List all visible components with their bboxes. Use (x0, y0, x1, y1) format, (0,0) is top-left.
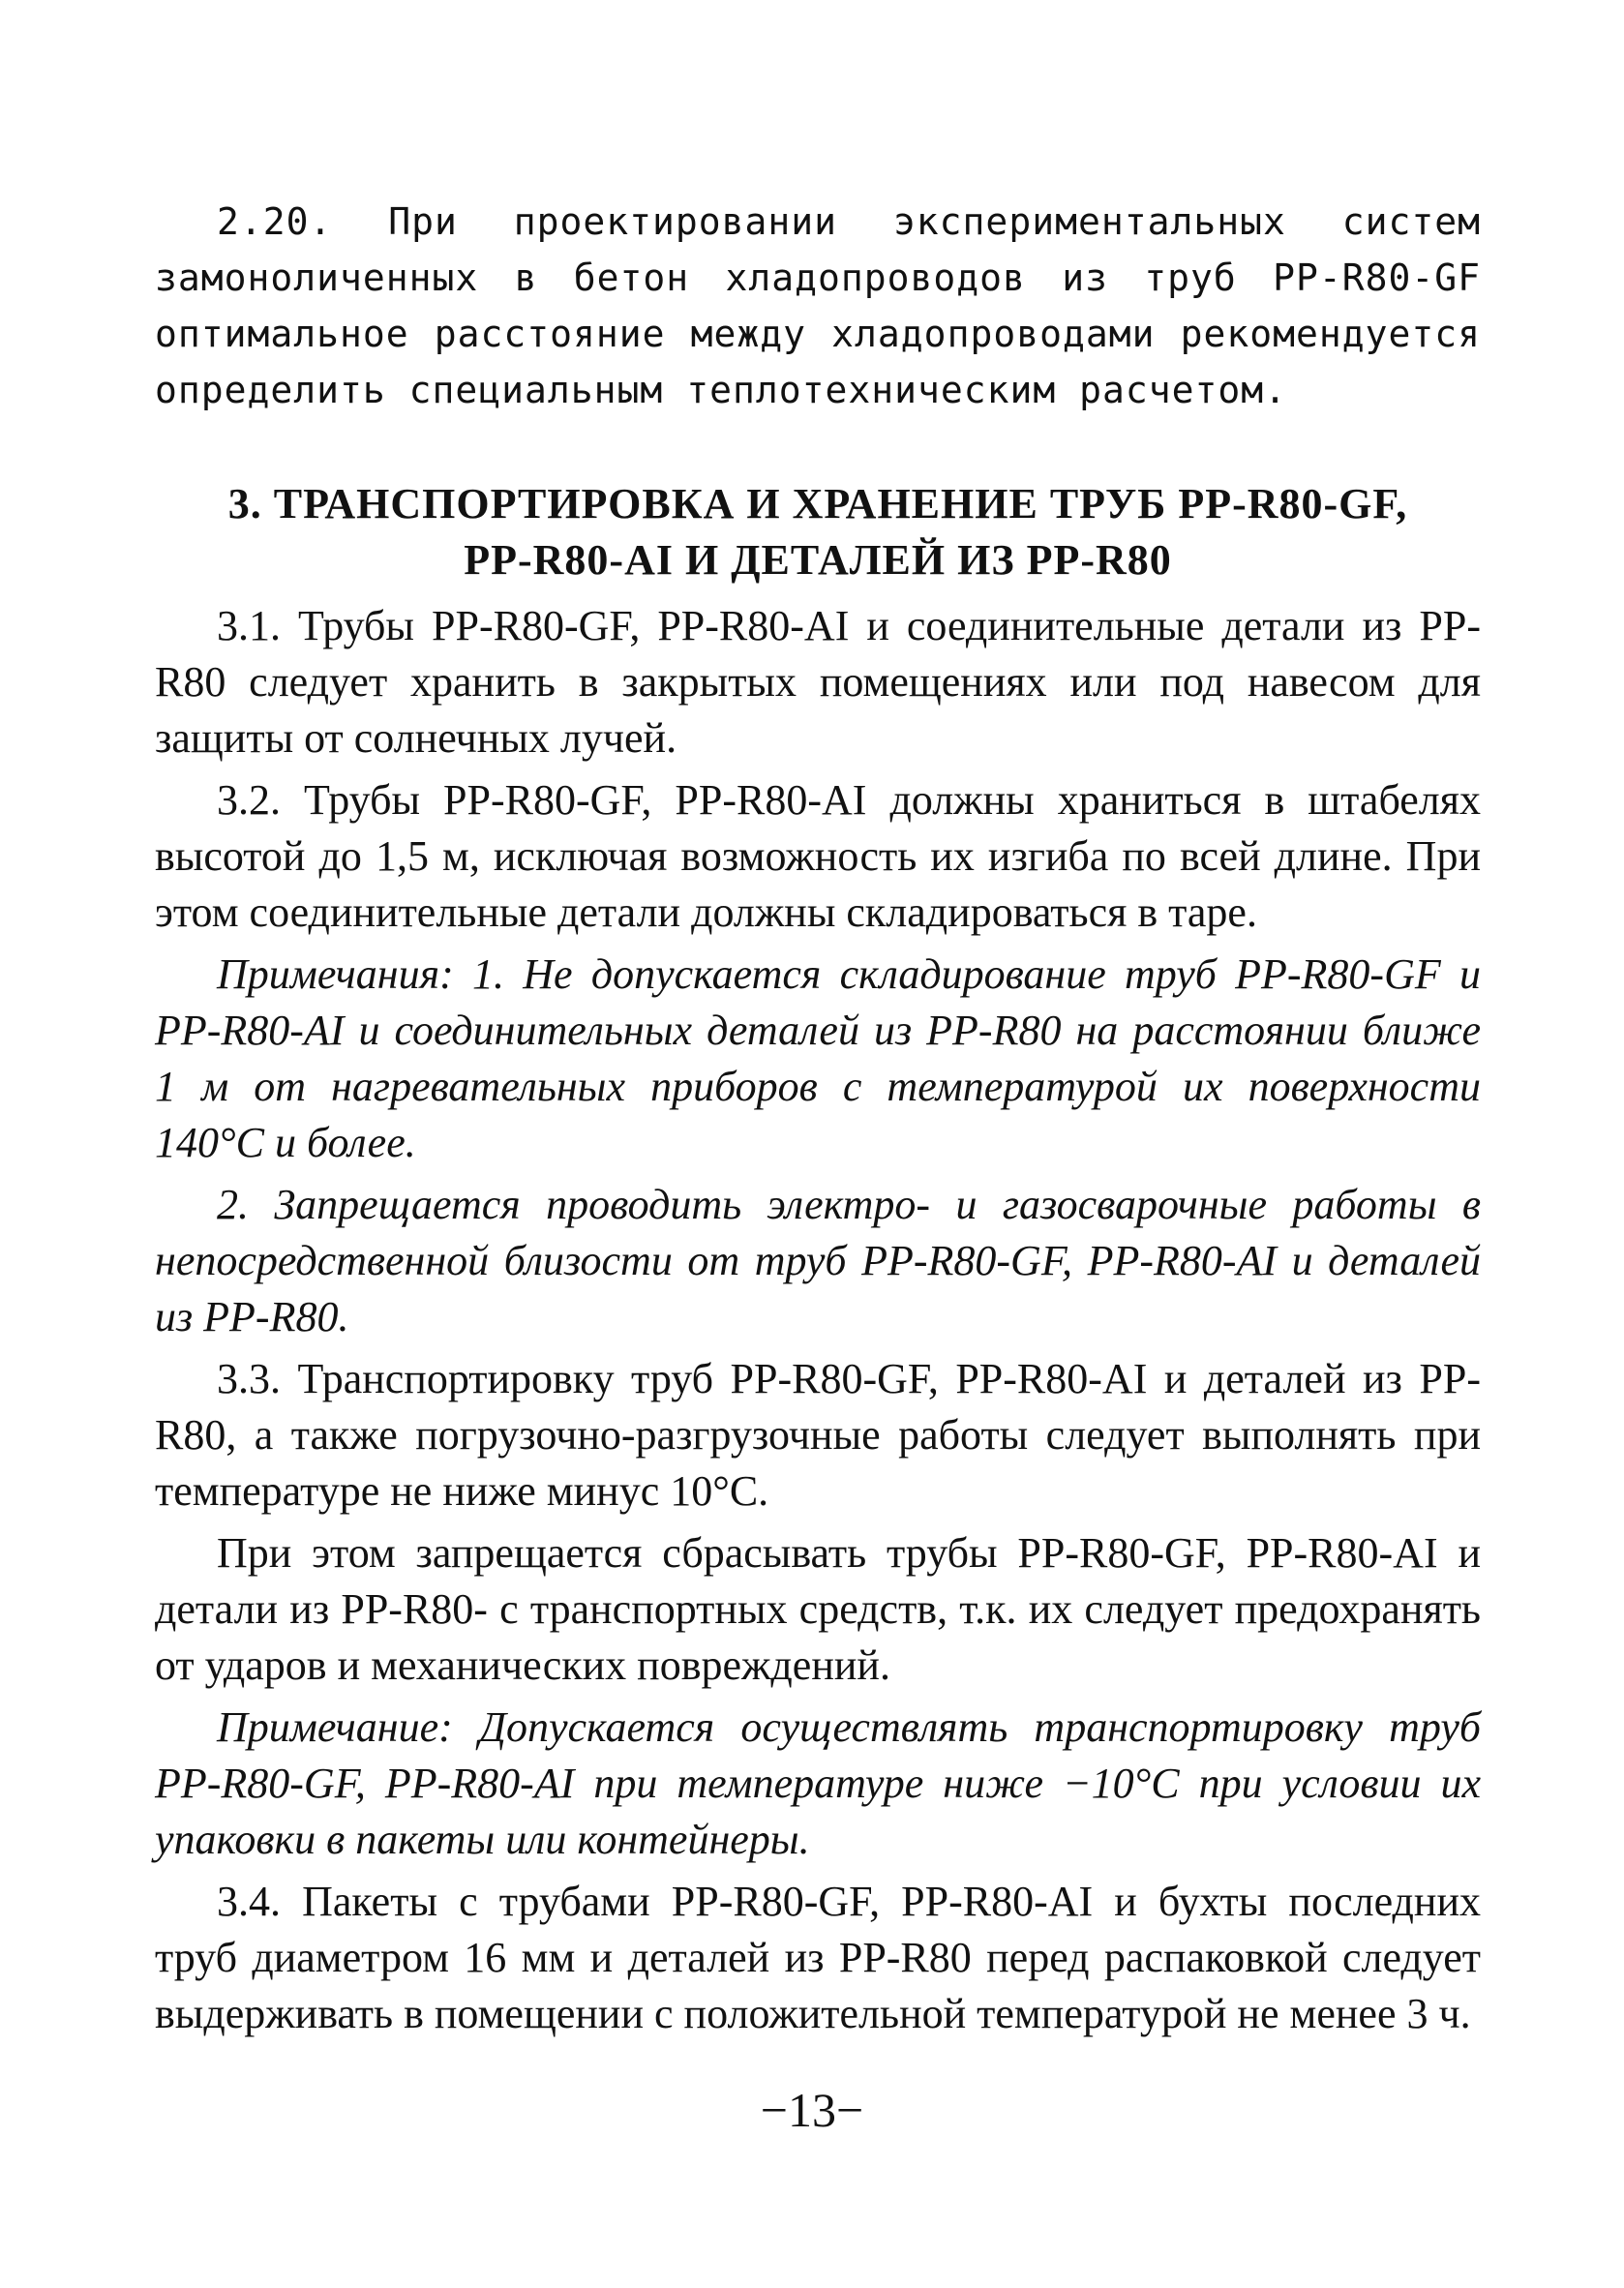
paragraph-3-3: 3.3. Транспортировку труб PP-R80-GF, PP-R80-AI и деталей из PP-R80, а также погрузочно-разгрузочные работы следует выполнять при температуре не ниже минус 10°С. (155, 1355, 1481, 1515)
heading-line-2: PP-R80-AI И ДЕТАЛЕЙ ИЗ PP-R80 (464, 536, 1172, 584)
note-3: Примечание: Допускается осуществлять транспортировку труб PP-R80-GF, PP-R80-AI при температуре ниже −10°С при условии их упаковки в пакеты или контейнеры. (155, 1703, 1481, 1863)
note-1: Примечания: 1. Не допускается складирование труб PP-R80-GF и PP-R80-AI и соединительных деталей из PP-R80 на расстоянии ближе 1 м от нагревательных приборов с температурой их поверхности 140°С и более. (155, 950, 1481, 1166)
page-number: −13− (760, 2083, 864, 2137)
paragraph-3-3-continued: При этом запрещается сбрасывать трубы PP-R80-GF, PP-R80-AI и детали из PP-R80- с транспортных средств, т.к. их следует предохранять от ударов и механических повреждений. (155, 1529, 1481, 1689)
paragraph-3-2: 3.2. Трубы PP-R80-GF, PP-R80-AI должны храниться в штабелях высотой до 1,5 м, исключая возможность их изгиба по всей длине. При этом соединительные детали должны складироваться в таре. (155, 776, 1481, 936)
note-2: 2. Запрещается проводить электро- и газосварочные работы в непосредственной близости от труб PP-R80-GF, PP-R80-AI и деталей из PP-R80. (155, 1181, 1481, 1340)
paragraph-2-20: 2.20. При проектировании экспериментальных систем замоноличенных в бетон хладопроводов из труб PP-R80-GF оптимальное расстояние между хладопроводами рекомендуется определить специальным теплотехническим расчетом. (155, 200, 1481, 411)
heading-line-1: 3. ТРАНСПОРТИРОВКА И ХРАНЕНИЕ ТРУБ PP-R80-GF, (227, 480, 1408, 527)
section-3-heading (155, 476, 1481, 588)
paragraph-3-1: 3.1. Трубы PP-R80-GF, PP-R80-AI и соединительные детали из PP-R80 следует хранить в закрытых помещениях или под навесом для защиты от солнечных лучей. (155, 602, 1481, 762)
document-page (155, 194, 1481, 2042)
paragraph-3-4: 3.4. Пакеты с трубами PP-R80-GF, PP-R80-AI и бухты последних труб диаметром 16 мм и деталей из PP-R80 перед распаковкой следует выдерживать в помещении с положительной температурой не менее 3 ч. (155, 1878, 1481, 2037)
